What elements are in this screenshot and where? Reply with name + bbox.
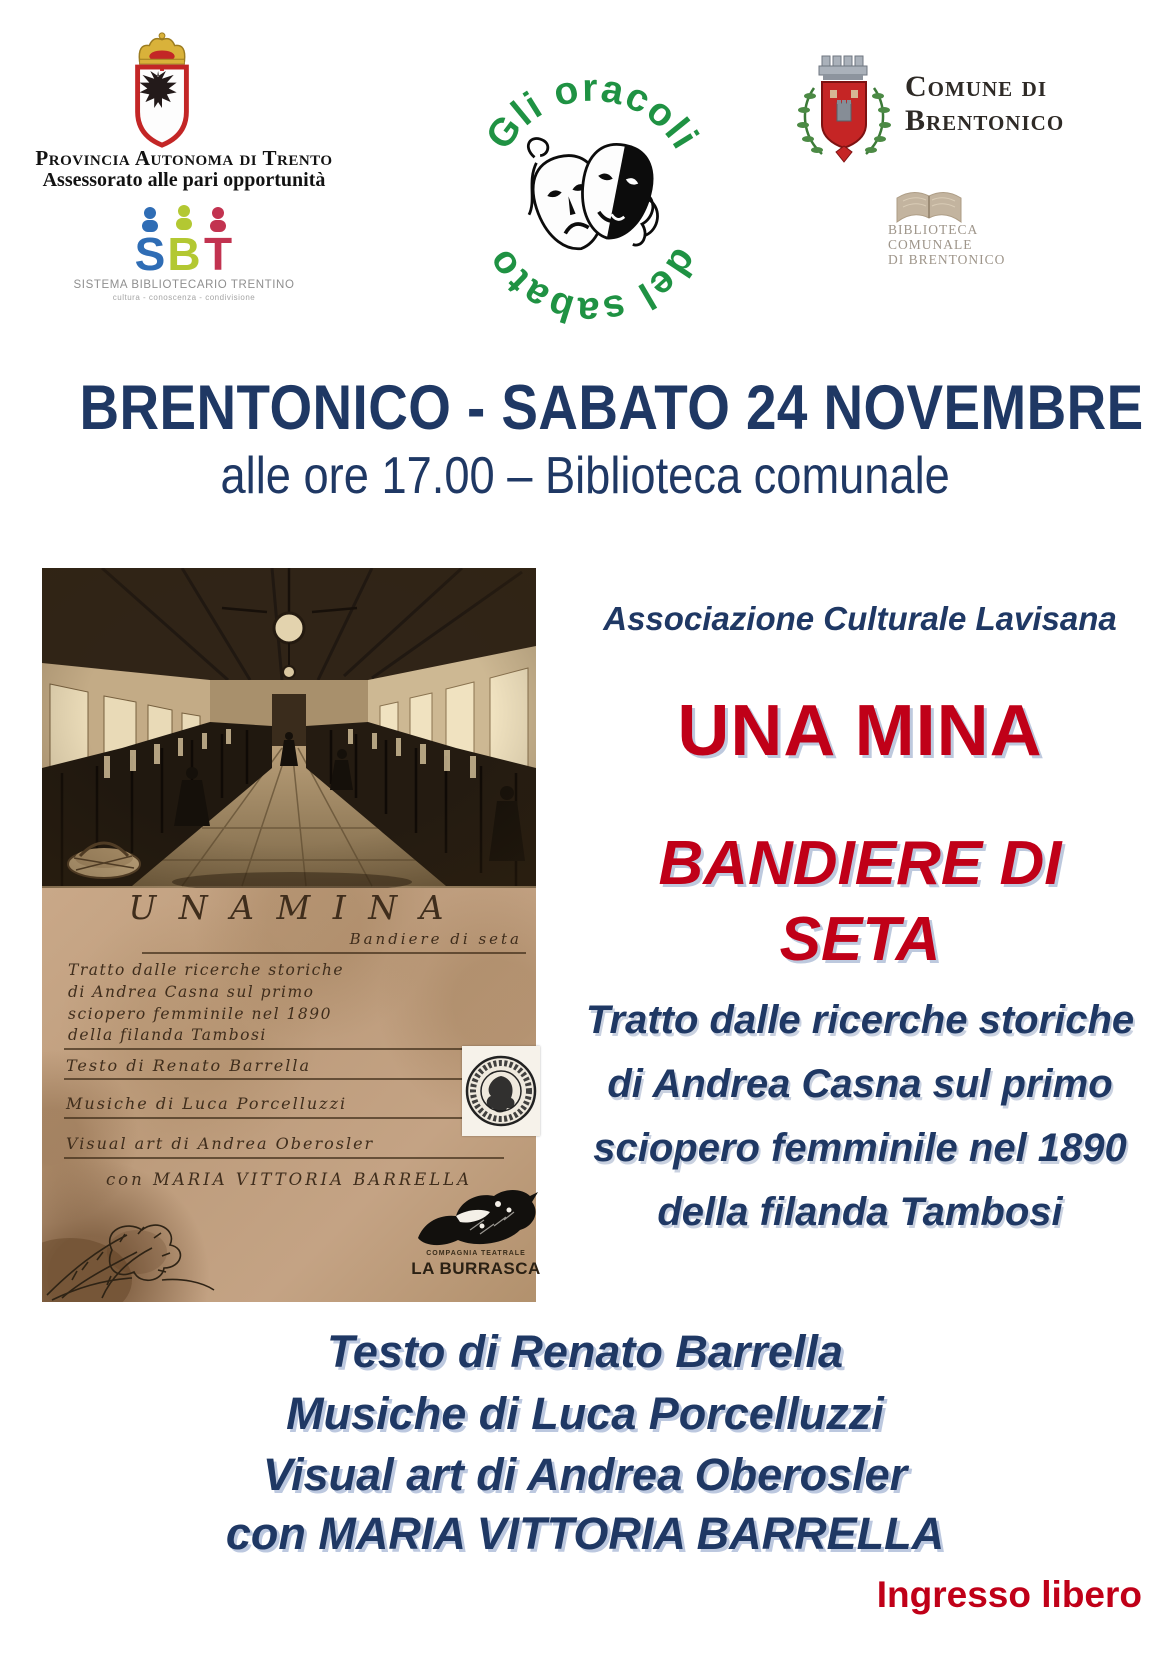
biblioteca-line3: DI BRENTONICO [888,252,1006,267]
sbt-letter-t: T [203,228,233,276]
trento-dept: Assessorato alle pari opportunità [42,169,326,191]
poster-line-3: sciopero femminile nel 1890 [68,1005,332,1023]
biblioteca-line1: BIBLIOTECA [888,222,979,237]
thorn-nest-sketch [42,1130,217,1302]
brentonico-coat-of-arms-icon [790,40,894,172]
event-subtitle-text: alle ore 17.00 – Biblioteca comunale [220,447,950,505]
poster-credit-visual: Visual art di Andrea Oberosler [66,1134,375,1153]
admission-note: Ingresso libero [876,1574,1142,1615]
description-line-2: di Andrea Casna sul primo [607,1062,1113,1106]
comune-name-line1: Comune di [905,70,1047,103]
show-poster-paper [42,888,541,1302]
trento-coat-of-arms-icon [117,28,207,150]
rule-line [64,1117,500,1119]
poster-credit-text: Testo di Renato Barrella [66,1056,312,1075]
oracoli-arc-top-text: Gli oracoli [477,66,708,158]
la-burrasca-wave-icon [410,1186,542,1250]
association-name: Associazione Culturale Lavisana [603,600,1117,637]
theater-masks-icon [526,138,659,256]
poster-handwritten-title: U N A M I N A [128,888,450,927]
event-subtitle [0,446,1170,506]
sbt-motto: cultura - conoscenza - condivisione [112,293,256,302]
biblioteca-book-icon [893,184,965,226]
poster-credit-with: con MARIA VITTORIA BARRELLA [105,1170,473,1189]
company-name-small: COMPAGNIA TEATRALE [426,1250,526,1257]
poster-credit-music: Musiche di Luca Porcelluzzi [66,1094,348,1113]
show-title-line1: UNA MINA [677,691,1043,771]
credit-line-1: Testo di Renato Barrella [327,1326,843,1377]
sbt-logo [120,204,250,276]
poster-line-4: della filanda Tambosi [68,1026,267,1044]
svg-text:Gli oracoli [478,67,707,158]
poster-line-1: Tratto dalle ricerche storiche [68,961,344,979]
poster-handwritten-subtitle: Bandiere di seta [349,930,522,948]
rule-line [64,1078,500,1080]
show-title-line2: BANDIERE DI [658,829,1062,898]
show-title-line3: SETA [779,905,941,974]
company-name: LA BURRASCA [411,1259,541,1278]
event-title [0,372,1170,444]
association-seal-stamp [462,1046,540,1136]
description-line-1: Tratto dalle ricerche storiche [585,998,1135,1042]
oracoli-del-sabato-logo [450,48,734,326]
svg-text:del sabato [478,240,706,326]
biblioteca-line2: COMUNALE [888,237,973,252]
credit-line-3: Visual art di Andrea Oberosler [262,1449,908,1500]
description-line-4: della filanda Tambosi [657,1190,1063,1234]
rule-line [142,952,526,954]
comune-name-line2: Brentonico [905,104,1065,137]
trento-name: Provincia Autonoma di Trento [35,146,333,170]
description-line-3: sciopero femminile nel 1890 [593,1126,1127,1170]
credit-line-4: con MARIA VITTORIA BARRELLA [225,1508,945,1559]
event-title-text: BRENTONICO - SABATO 24 NOVEMBRE [79,373,1144,443]
sbt-letter-b: B [167,228,201,276]
credit-line-2: Musiche di Luca Porcelluzzi [286,1388,884,1439]
poster-line-2: di Andrea Casna sul primo [68,983,315,1001]
sbt-name: SISTEMA BIBLIOTECARIO TRENTINO [73,279,295,291]
filanda-photo [42,568,536,888]
sbt-letter-s: S [134,228,166,276]
rule-line [64,1048,484,1050]
oracoli-arc-bottom-text: del sabato [477,240,707,326]
